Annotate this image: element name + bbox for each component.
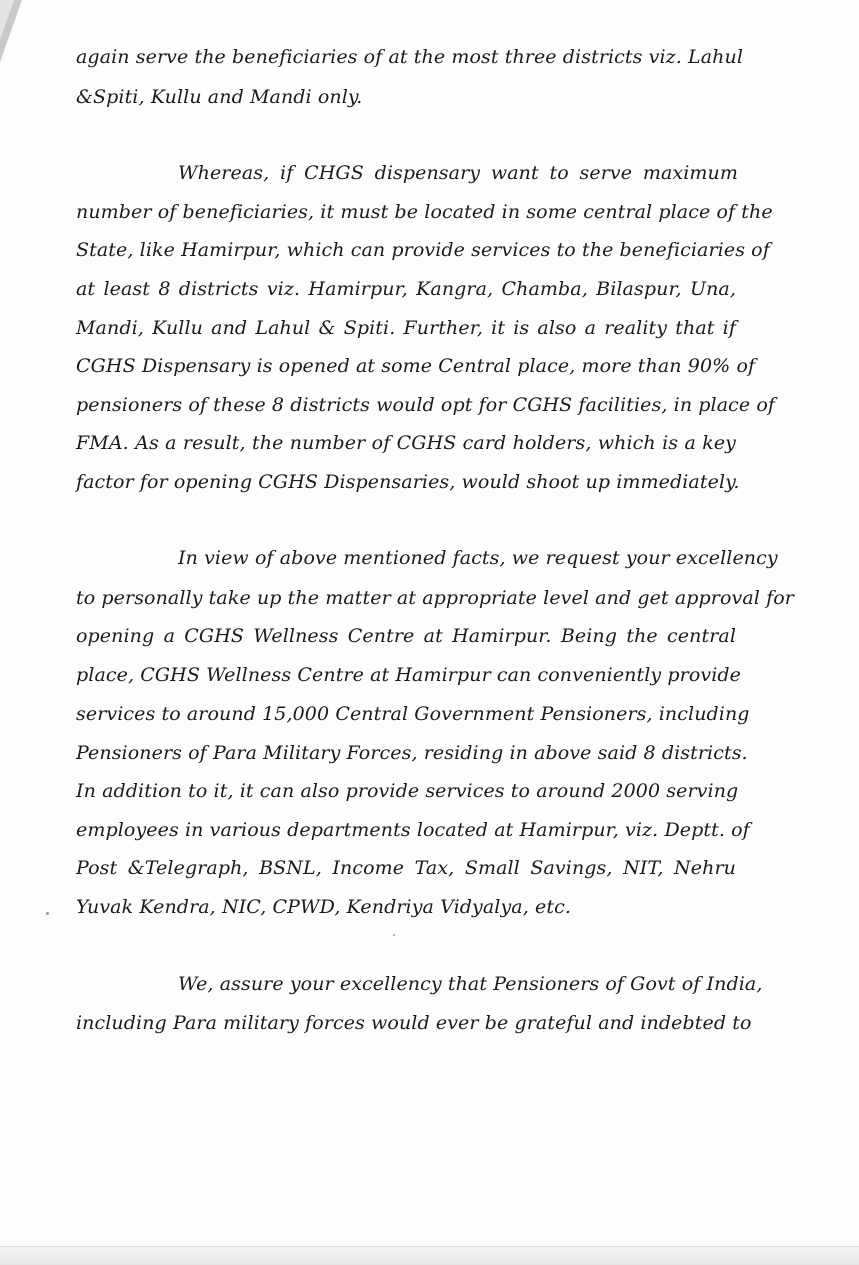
text-line: number of beneficiaries, it must be located in some central place of the bbox=[76, 201, 773, 223]
text-line: FMA. As a result, the number of CGHS card holders, which is a key bbox=[76, 432, 736, 454]
paragraph-first-line: Whereas, if CHGS dispensary want to serve maximum bbox=[178, 162, 738, 184]
folded-corner-highlight bbox=[0, 0, 14, 40]
text-line: CGHS Dispensary is opened at some Central place, more than 90% of bbox=[76, 355, 756, 377]
scan-speck bbox=[46, 912, 49, 915]
text-line: to personally take up the matter at appropriate level and get approval for bbox=[76, 587, 794, 609]
scan-speck bbox=[393, 934, 395, 936]
text-line: Post &Telegraph, BSNL, Income Tax, Small Savings, NIT, Nehru bbox=[76, 857, 736, 879]
text-line: opening a CGHS Wellness Centre at Hamirpur. Being the central bbox=[76, 625, 736, 647]
text-line: pensioners of these 8 districts would opt for CGHS facilities, in place of bbox=[76, 394, 776, 416]
text-line: Pensioners of Para Military Forces, residing in above said 8 districts. bbox=[76, 742, 748, 764]
text-line: &Spiti, Kullu and Mandi only. bbox=[76, 86, 363, 108]
text-line: place, CGHS Wellness Centre at Hamirpur can conveniently provide bbox=[76, 664, 742, 686]
text-line: services to around 15,000 Central Government Pensioners, including bbox=[76, 703, 750, 725]
paragraph-first-line: In view of above mentioned facts, we request your excellency bbox=[178, 547, 778, 569]
text-line: at least 8 districts viz. Hamirpur, Kangra, Chamba, Bilaspur, Una, bbox=[76, 278, 736, 300]
text-line: including Para military forces would ever be grateful and indebted to bbox=[76, 1012, 752, 1034]
text-line: again serve the beneficiaries of at the most three districts viz. Lahul bbox=[76, 46, 744, 68]
text-line: Mandi, Kullu and Lahul & Spiti. Further, it is also a reality that if bbox=[76, 317, 736, 339]
paragraph-first-line: We, assure your excellency that Pensioners of Govt of India, bbox=[178, 973, 763, 995]
page-bottom-edge bbox=[0, 1246, 859, 1265]
text-line: employees in various departments located at Hamirpur, viz. Deptt. of bbox=[76, 819, 750, 841]
text-line: Yuvak Kendra, NIC, CPWD, Kendriya Vidyalya, etc. bbox=[76, 896, 571, 918]
text-line: In addition to it, it can also provide services to around 2000 serving bbox=[76, 780, 739, 802]
text-line: factor for opening CGHS Dispensaries, would shoot up immediately. bbox=[76, 471, 740, 493]
text-line: State, like Hamirpur, which can provide services to the beneficiaries of bbox=[76, 239, 770, 261]
